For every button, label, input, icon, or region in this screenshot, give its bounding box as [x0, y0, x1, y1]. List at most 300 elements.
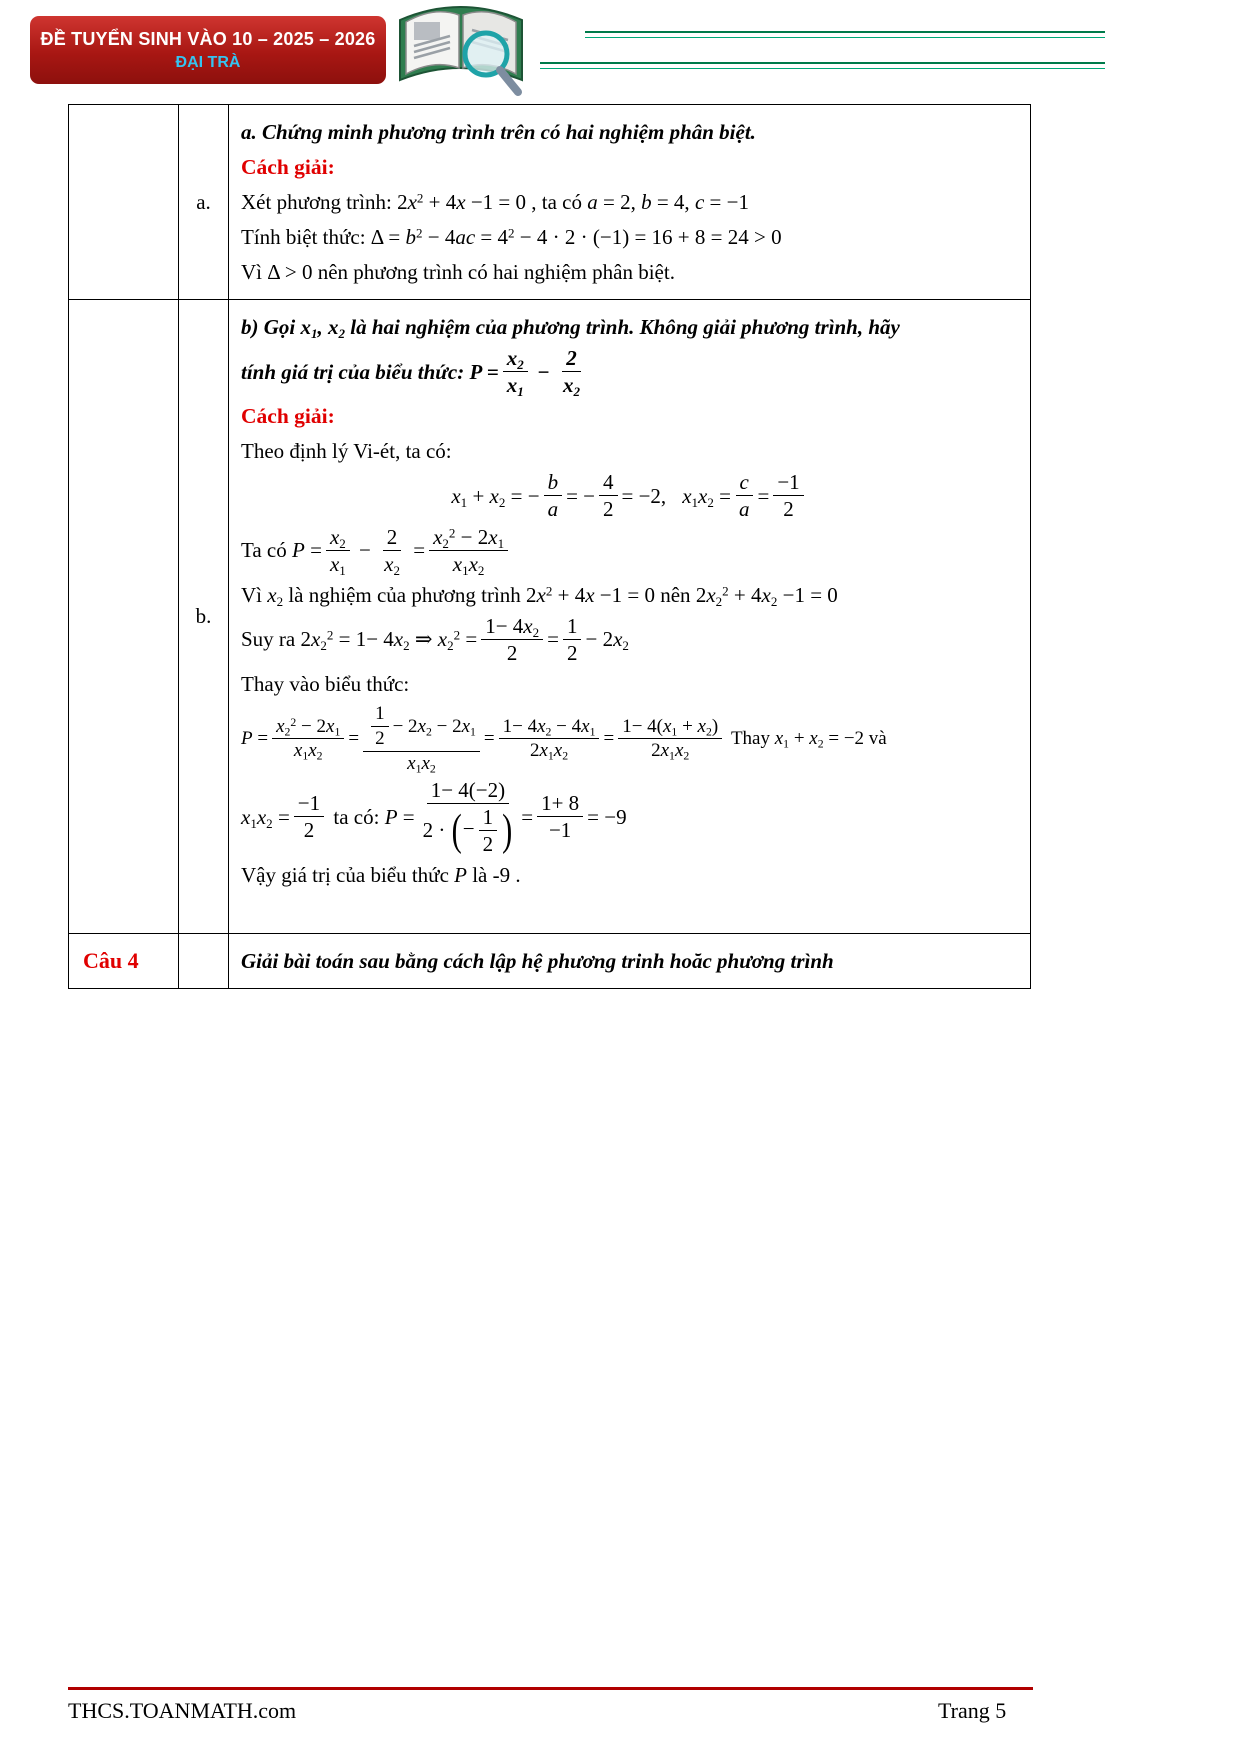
math-script: 1 — [589, 725, 596, 739]
math-run — [548, 470, 559, 494]
math-script: 2 — [316, 749, 323, 763]
math-run — [603, 470, 614, 494]
text-run: tính giá trị của biểu thức: — [241, 359, 470, 384]
math-script: 2 — [707, 494, 714, 510]
fraction-numerator — [537, 791, 583, 817]
math-run — [267, 259, 312, 285]
math-run — [587, 804, 626, 830]
fraction-numerator — [383, 525, 402, 551]
math-script: 2 — [622, 638, 629, 654]
math-line — [241, 221, 1018, 253]
math-text: x — [506, 373, 518, 398]
math-text: 2 — [300, 627, 311, 652]
math-run — [603, 727, 614, 751]
math-script: 2 — [276, 593, 284, 609]
math-text: − 2 — [585, 627, 614, 652]
math-text: − 2 — [296, 715, 327, 737]
math-line — [241, 400, 1018, 432]
fraction-denominator — [503, 372, 528, 400]
math-text: ⇒ — [409, 627, 438, 652]
table-row-cau4 — [69, 934, 1030, 988]
math-text: 2 · — [422, 818, 451, 843]
fraction-denominator — [290, 739, 327, 762]
math-script: 2 — [448, 525, 456, 541]
math-text: P — [384, 804, 398, 829]
math-run — [354, 537, 376, 563]
math-run — [385, 804, 415, 830]
math-text: 1 — [482, 804, 494, 829]
math-text: = −2 — [823, 728, 865, 750]
math-run — [757, 483, 769, 509]
math-run — [375, 728, 385, 750]
fraction-denominator — [559, 372, 584, 400]
math-text: = — [348, 728, 360, 750]
text-run: Thay vào biểu thức: — [241, 672, 410, 696]
math-text: x — [539, 740, 548, 762]
question-number-cell — [69, 300, 179, 933]
math-line — [241, 614, 1018, 665]
math-line — [241, 116, 1018, 148]
math-script: 2 — [403, 638, 410, 654]
math-script: 1 — [250, 815, 257, 831]
math-text: 1− 4( — [622, 715, 663, 737]
part-label: a. — [196, 189, 211, 214]
math-run — [532, 359, 555, 385]
math-run — [276, 716, 340, 738]
math-line — [241, 186, 1018, 218]
math-text: + — [677, 715, 698, 737]
fraction-denominator — [735, 496, 754, 521]
fraction — [479, 805, 498, 856]
math-text: 2 — [526, 582, 537, 607]
math-script: 2 — [266, 815, 273, 831]
math-run — [567, 641, 578, 665]
math-script: 2 — [447, 638, 454, 654]
open-paren-icon: ( — [451, 805, 462, 855]
math-text: −1 = 0 — [465, 189, 527, 214]
math-run — [267, 582, 283, 608]
math-run — [407, 753, 436, 775]
math-text: x — [437, 627, 448, 652]
math-script: 2 — [683, 749, 690, 763]
math-text: = −2, — [621, 483, 667, 508]
math-text: − 2 — [455, 524, 489, 549]
fraction-numerator — [499, 716, 600, 740]
math-text: x — [536, 582, 546, 607]
close-paren-icon: ) — [502, 805, 513, 855]
fraction — [563, 614, 582, 665]
math-text: = − — [566, 483, 595, 508]
math-run — [777, 470, 799, 494]
math-text: − 2 — [392, 715, 418, 737]
math-line — [241, 346, 1018, 400]
math-text: x — [581, 715, 590, 737]
math-script: 2 — [284, 725, 291, 739]
math-run — [682, 483, 731, 509]
math-text: = — [407, 538, 426, 563]
math-text: = 4, — [651, 189, 695, 214]
math-text: − 4 — [551, 715, 582, 737]
math-text: 2 — [603, 497, 614, 522]
math-text: x — [276, 715, 285, 737]
fraction-numerator — [294, 791, 324, 817]
math-text: x — [256, 804, 267, 829]
math-text: − 4 — [422, 224, 456, 249]
fraction-numerator — [773, 470, 803, 496]
math-text: x — [698, 483, 708, 508]
text-run: Cách giải: — [241, 154, 335, 179]
fraction — [363, 703, 480, 775]
math-line — [241, 778, 1018, 856]
math-run — [451, 483, 539, 509]
math-run — [526, 582, 655, 608]
math-text: 1+ 8 — [541, 791, 580, 816]
math-text: ac — [455, 224, 476, 249]
text-run: Ta có — [241, 538, 293, 563]
math-run — [503, 716, 596, 738]
math-script: 2 — [817, 737, 824, 751]
math-text: 2 — [303, 818, 315, 843]
fraction — [371, 703, 389, 750]
fraction-denominator — [503, 640, 522, 665]
part-label-cell — [179, 105, 229, 299]
math-text: x — [384, 551, 394, 576]
fraction-numerator — [479, 805, 498, 831]
fraction — [326, 525, 350, 576]
math-text: = — [460, 627, 478, 652]
math-script: 2 — [320, 638, 327, 654]
math-text: + — [789, 728, 810, 750]
question-number-cell — [69, 105, 179, 299]
fraction-denominator — [545, 817, 575, 842]
fraction — [481, 614, 543, 665]
math-text: x — [328, 314, 339, 339]
math-run — [567, 614, 578, 638]
text-run: nên — [654, 582, 696, 607]
text-run: Vì — [241, 259, 268, 284]
math-text: 1 — [375, 703, 385, 725]
math-run — [393, 716, 476, 738]
math-script: 1 — [671, 725, 678, 739]
fraction-numerator — [599, 470, 618, 496]
text-run: a. Chứng minh phương trình trên có hai nghiệm phân biệt. — [241, 119, 756, 144]
math-text: c — [694, 189, 705, 214]
math-text: x — [674, 740, 684, 762]
fraction-numerator — [618, 716, 722, 740]
footer-rule — [68, 1687, 1033, 1690]
math-text: x — [407, 752, 416, 774]
fraction-denominator — [544, 496, 563, 521]
fraction — [618, 716, 722, 763]
solution-content — [229, 300, 1030, 933]
math-text: −1 = 0 — [777, 582, 838, 607]
math-script: 2 — [715, 593, 723, 609]
paren-group — [451, 805, 514, 856]
math-text: + 4 — [423, 189, 457, 214]
text-run: Cách giải: — [241, 403, 335, 428]
math-run — [301, 626, 478, 652]
header-title: ĐỀ TUYỂN SINH VÀO 10 – 2025 – 2026 — [40, 28, 376, 49]
math-text: x — [553, 740, 563, 762]
math-text: x — [562, 373, 574, 398]
math-text: = — [483, 728, 495, 750]
math-script: 2 — [722, 583, 729, 599]
math-text: x — [488, 524, 498, 549]
math-script: 1 — [669, 749, 675, 763]
math-text: x — [761, 582, 771, 607]
fraction — [544, 470, 563, 521]
math-run — [301, 314, 346, 340]
math-script: 1 — [470, 725, 476, 739]
math-script: 2 — [545, 725, 552, 739]
fraction-numerator — [481, 614, 543, 640]
fraction — [499, 716, 600, 763]
math-run — [292, 537, 322, 563]
question-number-cell — [69, 934, 179, 988]
math-line — [241, 470, 1018, 521]
math-text: x — [421, 752, 430, 774]
fraction-numerator — [563, 614, 582, 640]
math-text: = — [272, 804, 290, 829]
math-text: x — [329, 524, 340, 549]
math-text: x — [697, 715, 706, 737]
math-text: P — [469, 359, 482, 384]
math-text: − 4 · 2 · (−1) = 16 + 8 = 24 > 0 — [514, 224, 782, 249]
math-run — [454, 862, 467, 888]
math-run — [507, 641, 518, 665]
math-run — [775, 727, 864, 751]
math-text: x — [662, 715, 672, 737]
math-text: P — [292, 538, 305, 563]
fraction-denominator — [419, 804, 518, 856]
math-text: + — [467, 483, 490, 508]
fraction-numerator — [326, 525, 350, 551]
math-text: 2 — [695, 582, 707, 607]
math-text: 2 — [783, 497, 794, 522]
text-run: là hai nghiệm của phương trình. Không giải phương trình, hãy — [345, 314, 900, 339]
math-run — [740, 470, 749, 494]
math-run — [507, 346, 524, 370]
math-text: x — [489, 483, 499, 508]
question-number: Câu 4 — [83, 948, 139, 973]
math-text: 2 — [506, 640, 518, 665]
text-run: Vậy giá trị của biểu thức — [241, 862, 455, 887]
math-run — [622, 483, 667, 509]
math-text: = — [304, 538, 322, 563]
fraction-numerator — [429, 525, 508, 551]
math-text: = — [603, 728, 615, 750]
math-script: 2 — [415, 225, 423, 241]
solution-table — [68, 104, 1031, 989]
math-line — [241, 859, 1018, 891]
math-text: 2 — [566, 346, 577, 370]
part-label-cell — [179, 300, 229, 933]
math-run — [408, 537, 425, 563]
math-text: −1 — [297, 791, 321, 816]
math-text: x — [311, 627, 321, 652]
math-run — [241, 727, 268, 751]
math-text: 4 — [603, 470, 614, 495]
math-text: = — [713, 483, 731, 508]
text-run: là -9 . — [466, 862, 521, 887]
math-script: 2 — [532, 624, 540, 640]
fraction-denominator — [449, 551, 489, 576]
fraction — [537, 791, 583, 842]
math-script: 2 — [326, 627, 334, 643]
math-text: x — [506, 346, 518, 370]
math-text: b — [547, 470, 559, 495]
fraction — [773, 470, 803, 521]
fraction-denominator — [380, 551, 404, 576]
math-run — [384, 552, 400, 576]
math-script: 1 — [517, 384, 524, 400]
math-run — [469, 359, 498, 385]
math-run — [562, 373, 580, 400]
math-text: 1− 4 — [502, 715, 538, 737]
math-script: 2 — [416, 190, 424, 206]
math-script: 2 — [393, 562, 400, 578]
math-script: 1 — [311, 325, 318, 341]
math-line — [241, 703, 1018, 775]
math-script: 2 — [339, 535, 346, 551]
math-text: b — [405, 224, 416, 249]
math-line — [241, 579, 1018, 611]
footer-page-number: Trang 5 — [938, 1698, 1007, 1723]
math-text: x — [774, 728, 784, 750]
math-text: = — [397, 804, 415, 829]
math-run — [433, 525, 504, 549]
paren-content — [463, 805, 501, 856]
text-run: Giải bài toán sau bằng cách lập hệ phương trinh hoăc phương trình — [241, 948, 834, 973]
math-run — [294, 740, 323, 762]
math-run — [375, 703, 385, 725]
math-text: = — [481, 359, 499, 384]
math-script: 1 — [415, 762, 422, 776]
math-text: x — [452, 551, 463, 576]
math-run — [739, 497, 750, 521]
math-text: x — [308, 740, 317, 762]
math-line — [241, 435, 1018, 467]
fraction-numerator — [427, 778, 509, 804]
math-run — [506, 373, 524, 400]
math-run — [483, 832, 494, 856]
math-text: x — [451, 483, 461, 508]
math-text: 2 — [386, 524, 398, 549]
math-text: x — [537, 715, 546, 737]
fraction-numerator — [363, 703, 480, 752]
math-text: + 4 — [728, 582, 762, 607]
math-run — [463, 816, 475, 840]
fraction-numerator — [544, 470, 563, 496]
text-run: ta có: — [328, 804, 385, 829]
fraction-numerator — [562, 346, 581, 372]
table-row-a — [69, 105, 1030, 300]
math-run — [548, 497, 559, 521]
fraction — [429, 525, 508, 576]
math-text: = — [521, 804, 534, 829]
math-text: Δ > 0 — [267, 259, 313, 284]
math-text: ) — [711, 715, 719, 737]
math-run — [348, 727, 359, 751]
math-text: + 4 — [552, 582, 586, 607]
decorative-green-line-top — [585, 31, 1105, 38]
math-run — [371, 224, 782, 250]
fraction — [735, 470, 754, 521]
math-text: = — [252, 728, 269, 750]
math-script: 2 — [453, 627, 461, 643]
text-run: Xét phương trình: — [241, 189, 398, 214]
math-text: −1 — [548, 818, 572, 843]
fraction-denominator — [563, 640, 582, 665]
math-text: x — [326, 715, 335, 737]
math-run — [622, 716, 718, 738]
math-line — [241, 525, 1018, 576]
text-run: Thay — [726, 728, 775, 750]
math-script: 2 — [562, 749, 569, 763]
fraction — [272, 716, 344, 763]
text-run: nên phương trình có hai nghiệm phân biệt. — [312, 259, 675, 284]
math-text: a — [738, 497, 750, 522]
math-text: = −9 — [587, 804, 627, 829]
math-text: x — [267, 582, 277, 607]
math-script: 1 — [783, 737, 790, 751]
math-text: x — [523, 613, 533, 638]
math-line — [241, 668, 1018, 700]
math-run — [330, 552, 346, 576]
math-script: 2 — [498, 494, 506, 510]
math-script: 2 — [477, 562, 485, 578]
math-text: x — [407, 189, 417, 214]
math-script: 1 — [302, 749, 309, 763]
fraction-denominator — [300, 817, 319, 842]
math-text: − — [462, 816, 475, 841]
math-text: P — [454, 862, 467, 887]
text-run: , ta có — [526, 189, 588, 214]
math-text: 2 — [375, 727, 385, 749]
math-script: 2 — [770, 593, 778, 609]
math-run — [585, 626, 628, 652]
math-run — [566, 346, 577, 370]
math-text: x — [468, 551, 478, 576]
text-run: Tính biệt thức: — [241, 224, 371, 249]
math-script: 1 — [691, 494, 699, 510]
math-text: 1 — [566, 613, 578, 638]
math-script: 2 — [429, 762, 436, 776]
fraction-denominator — [403, 752, 440, 775]
math-script: 1 — [547, 749, 554, 763]
math-text: 1− 4(−2) — [430, 777, 506, 802]
math-text: x — [461, 715, 471, 737]
math-text: 2 — [529, 740, 540, 762]
part-label-cell — [179, 934, 229, 988]
math-run — [241, 804, 290, 830]
math-text: Δ = — [370, 224, 406, 249]
math-text: 2 — [397, 189, 408, 214]
math-line — [241, 256, 1018, 288]
text-run: Suy ra — [241, 627, 301, 652]
math-run — [783, 497, 794, 521]
text-run: là nghiệm của phương trình — [283, 582, 527, 607]
math-run — [603, 497, 614, 521]
math-run — [484, 727, 495, 751]
math-text: 2 — [566, 640, 578, 665]
math-text: − — [353, 538, 377, 563]
math-text: = 1− 4 — [333, 627, 394, 652]
math-run — [485, 614, 539, 638]
math-script: 2 — [573, 384, 580, 400]
math-run — [530, 740, 568, 762]
math-script: 2 — [545, 583, 553, 599]
